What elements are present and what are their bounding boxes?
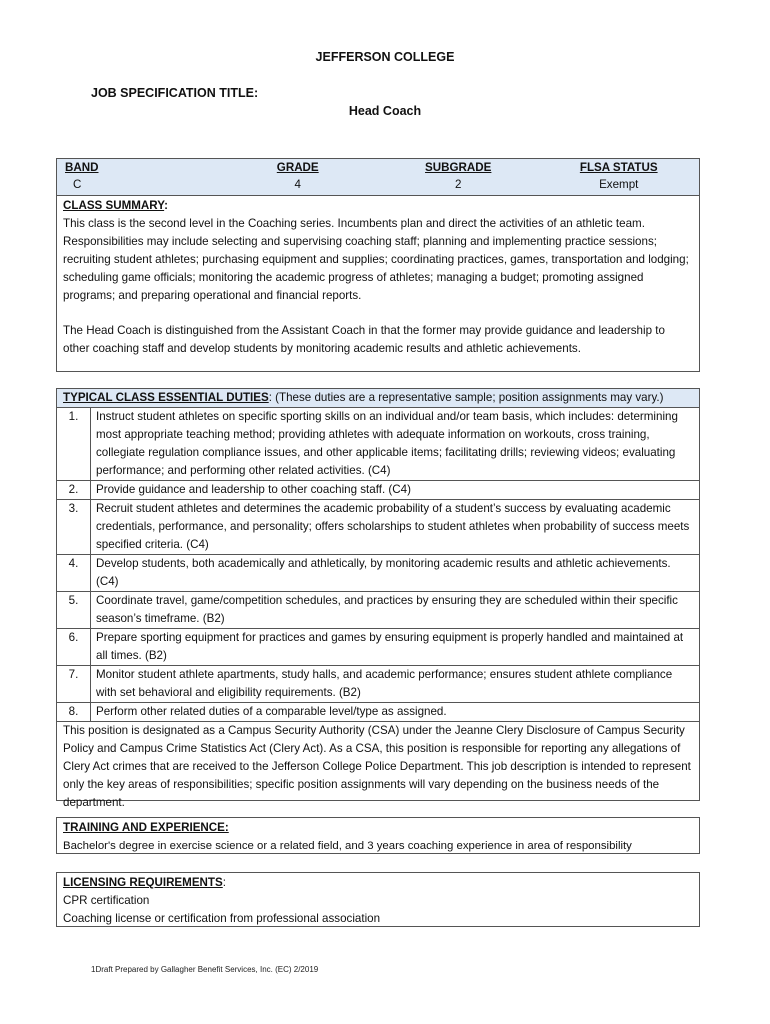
grade-value: 4 — [294, 178, 301, 191]
flsa-label: FLSA STATUS — [579, 161, 658, 174]
duty-text: Monitor student athlete apartments, study halls, and academic performance; ensures student athlete compliance with set behavioral and eligibility requirements. (B2) — [91, 666, 700, 703]
table-row — [57, 500, 699, 555]
class-summary-heading: CLASS SUMMARY — [63, 199, 165, 212]
subgrade-value: 2 — [455, 178, 462, 191]
duty-number: 7. — [57, 666, 91, 703]
organization-title: JEFFERSON COLLEGE — [315, 50, 455, 64]
duty-text: Perform other related duties of a comparable level/type as assigned. — [91, 703, 700, 722]
job-spec-label: JOB SPECIFICATION TITLE: — [91, 86, 259, 100]
duty-number: 5. — [57, 592, 91, 629]
table-row — [57, 666, 699, 703]
duty-text: Recruit student athletes and determines the academic probability of a student’s success by evaluating academic credentials, performance, and personality; offers scholarships to student athletes when probability of success meets specified criteria. (C4) — [91, 500, 700, 555]
subgrade-column — [378, 159, 539, 195]
duty-number: 1. — [57, 408, 91, 481]
band-summary-box — [56, 158, 700, 372]
class-summary-paragraph: The Head Coach is distinguished from the Assistant Coach in that the former may provide guidance and leadership to other coaching staff and develop students by monitoring academic results and athletic achievements. — [63, 324, 665, 355]
table-row — [57, 592, 699, 629]
table-row — [57, 629, 699, 666]
flsa-column — [538, 159, 699, 195]
band-column — [57, 159, 217, 195]
duty-number: 2. — [57, 481, 91, 500]
licensing-heading: LICENSING REQUIREMENTS — [63, 876, 223, 889]
duty-number: 3. — [57, 500, 91, 555]
table-row — [57, 555, 699, 592]
licensing-box — [56, 872, 700, 927]
duty-text: Prepare sporting equipment for practices and games by ensuring equipment is properly handled and maintained at all times. (B2) — [91, 629, 700, 666]
duty-number: 8. — [57, 703, 91, 722]
duties-note: : (These duties are a representative sample; position assignments may vary.) — [268, 391, 664, 404]
class-summary — [57, 196, 699, 358]
csa-statement: This position is designated as a Campus Security Authority (CSA) under the Jeanne Clery Disclosure of Campus Security Policy and Campus Crime Statistics Act (Clery Act). As a CSA, this position is responsible for reporting any allegations of Clery Act crimes that are received to the Jefferson College Police Department. This job description is intended to represent only the key areas of responsibilities; specific position assignments will vary depending on the business needs of the department. — [63, 724, 691, 809]
licensing-line: Coaching license or certification from professional association — [63, 912, 381, 925]
subgrade-label: SUBGRADE — [425, 161, 492, 174]
band-label: BAND — [65, 161, 99, 174]
job-title: Head Coach — [348, 104, 422, 118]
table-row — [57, 703, 699, 722]
licensing-line: CPR certification — [63, 894, 150, 907]
training-heading: TRAINING AND EXPERIENCE: — [63, 821, 229, 834]
band-grade-header — [57, 159, 699, 196]
page-footer: 1Draft Prepared by Gallagher Benefit Services, Inc. (EC) 2/2019 — [91, 965, 319, 974]
duties-box — [56, 388, 700, 809]
duty-text: Provide guidance and leadership to other coaching staff. (C4) — [91, 481, 700, 500]
duties-table — [57, 408, 699, 722]
band-value: C — [73, 178, 82, 191]
duty-text: Coordinate travel, game/competition schedules, and practices by ensuring they are scheduled within their specific season’s timeframe. (B2) — [91, 592, 700, 629]
class-summary-paragraph: This class is the second level in the Coaching series. Incumbents plan and direct the activities of an athletic team. Responsibilities may include selecting and supervising coaching staff; planning and implementing practice sessions; recruiting student athletes; purchasing equipment and supplies; coordinating practices, games, transportation and lodging; scheduling game officials; monitoring the academic progress of athletes; managing a budget; promoting assigned programs; and preparing operational and financial reports. — [63, 217, 689, 302]
training-box — [56, 817, 700, 854]
duty-text: Instruct student athletes on specific sporting skills on an individual and/or team basis, which includes: determining most appropriate teaching method; providing athletes with adequate information on workouts, cross training, collegiate regulation compliance issues, and other applicable items; facilitating drills; reviewing videos; evaluating performance; and performing other related activities. (C4) — [91, 408, 700, 481]
flsa-value: Exempt — [599, 178, 639, 191]
table-row — [57, 408, 699, 481]
training-text: Bachelor's degree in exercise science or a related field, and 3 years coaching experience in area of responsibility — [63, 840, 632, 852]
grade-label: GRADE — [276, 161, 319, 174]
duty-number: 6. — [57, 629, 91, 666]
table-row — [57, 481, 699, 500]
duty-text: Develop students, both academically and athletically, by monitoring academic results and athletic achievements. (C4) — [91, 555, 700, 592]
duty-number: 4. — [57, 555, 91, 592]
duties-header — [57, 389, 699, 408]
class-summary-colon: : — [164, 199, 168, 212]
grade-column — [217, 159, 378, 195]
licensing-colon: : — [222, 876, 226, 889]
duties-heading: TYPICAL CLASS ESSENTIAL DUTIES — [63, 391, 269, 404]
